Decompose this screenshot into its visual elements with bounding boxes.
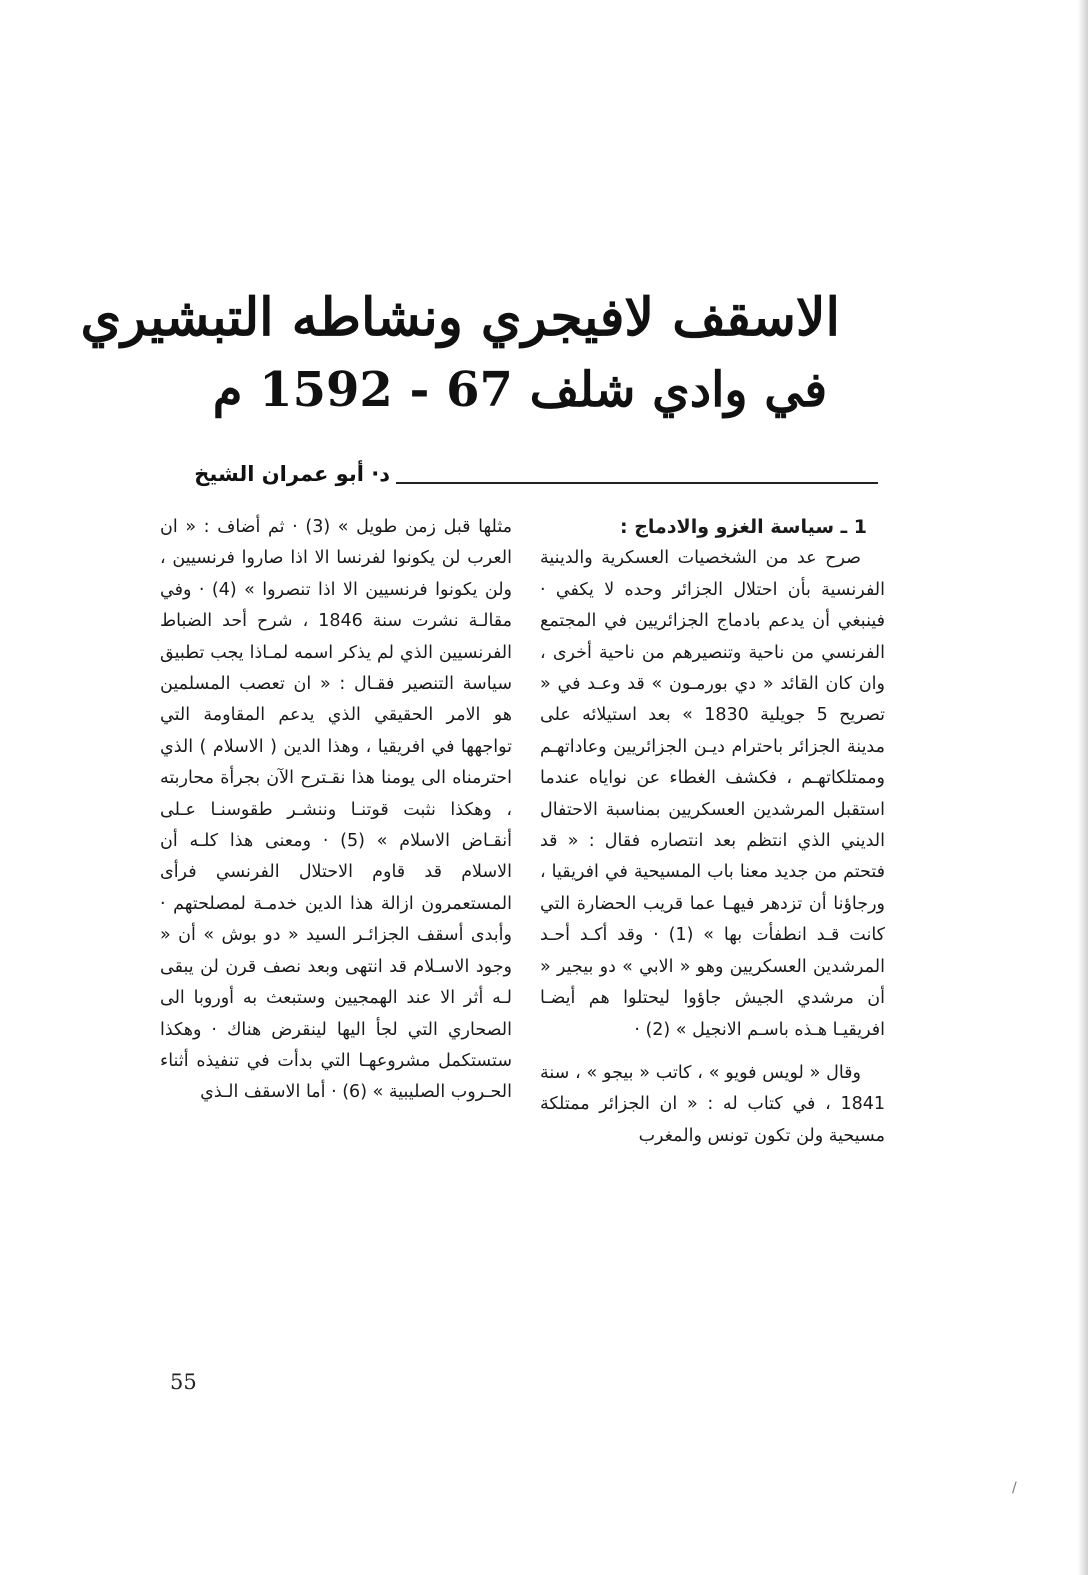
right-column bbox=[540, 512, 885, 1152]
page-number: 55 bbox=[170, 1370, 197, 1394]
title-line-2: في وادي شلف 67 - 1592 م bbox=[212, 362, 828, 418]
scan-mark: / bbox=[1012, 1480, 1017, 1496]
right-column-paragraph-2: وقال « لويس فويو » ، كاتب « بيجو » ، سنة 1841 ، في كتاب له : « ان الجزائر ممتلكة مسيحية ولن تكون تونس والمغرب bbox=[540, 1062, 885, 1146]
left-column bbox=[160, 512, 512, 1109]
left-column-paragraph-1: مثلها قبل زمن طويل » (3) · ثم أضاف : « ان العرب لن يكونوا لفرنسا الا اذا صاروا فرنسيين ، ولن يكونوا فرنسيين الا اذا تنصروا » (4) · وفي مقالـة نشرت سنة 1846 ، شرح أحد الضباط الفرنسيين الذي لم يذكر اسمه لمـاذا يجب تطبيق سياسة التنصير فقـال : « ان تعصب المسلمين هو الامر الحقيقي الذي يدعم المقاومة التي تواجهها في افريقيا ، وهذا الدين ( الاسلام ) الذي احترمناه الى يومنا هذا نقـترح الآن بجرأة محاربته ، وهكذا نثبت قوتنـا وننشـر طقوسنـا عـلى أنقـاض الاسلام » (5) · ومعنى هذا كلـه أن الاسلام قد قاوم الاحتلال الفرنسي فرأى المستعمرون ازالة هذا الدين خدمـة لمصلحتهم · وأبدى أسقف الجزائـر السيد « دو بوش » أن « وجود الاسـلام قد انتهى وبعد نصف قرن لن يبقى لـه أثر الا عند الهمجيين وستبعث به أوروبا الى الصحاري التي لجأ اليها لينقرض هناك · وهكذا ستستكمل مشروعهـا التي بدأت في تنفيذه أثناء الحـروب الصليبية » (6) · أما الاسقف الـذي bbox=[160, 517, 513, 1103]
title-line-1: الاسقف لافيجري ونشاطه التبشيري bbox=[80, 287, 840, 348]
article-title bbox=[80, 285, 840, 423]
page-edge-shadow bbox=[1078, 0, 1088, 1575]
byline-rule bbox=[396, 482, 878, 484]
byline bbox=[160, 462, 880, 496]
section-heading: 1 ـ سياسة الغزو والادماج : bbox=[620, 516, 867, 538]
author-name: د· أبو عمران الشيخ bbox=[194, 462, 390, 486]
right-column-paragraph-1: صرح عد من الشخصيات العسكرية والدينية الفرنسية بأن احتلال الجزائر وحده لا يكفي · فينبغي أن يدعم بادماج الجزائريين في المجتمع الفرنسي من ناحية وتنصيرهم من ناحية أخرى ، وان كان القائد « دي بورمـون » قد وعـد في « تصريح 5 جويلية 1830 » بعد استيلائه على مدينة الجزائر باحترام ديـن الجزائريين وعاداتهـم وممتلكاتهـم ، فكشف الغطاء عن نواياه عندما استقبل المرشدين العسكريين بمناسبة الاحتفال الديني الذي انتظم بعد انتصاره فقال : « قد فتحتم من جديد معنا باب المسيحية في افريقيا ، ورجاؤنا أن تزدهر فيهـا عما قريب الحضارة التي كانت قـد انطفأت بها » (1) · وقد أكـد أحـد المرشدين العسكريين وهو « الابي » دو بيجير « أن مرشدي الجيش جاؤوا ليحتلوا هم أيضـا افريقيـا هـذه باسـم الانجيل » (2) · bbox=[540, 548, 885, 1040]
